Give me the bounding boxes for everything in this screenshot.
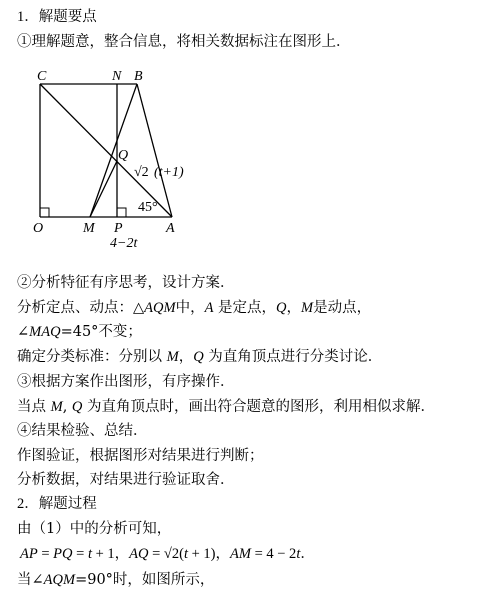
- from-analysis-text: 由（1）中的分析可知，: [17, 521, 172, 537]
- label-op-length: 4−2t: [110, 236, 138, 251]
- geometry-figure: [30, 62, 200, 252]
- point-m: M: [166, 349, 179, 365]
- label-b: B: [134, 69, 143, 84]
- label-m: M: [83, 221, 95, 236]
- text-fragment: + 1，: [91, 546, 130, 562]
- right-angle-mark-p: [117, 208, 126, 217]
- length-formula: [20, 544, 315, 564]
- point-q: Q: [193, 349, 204, 365]
- text-fragment: ，: [286, 300, 302, 316]
- segment-ap: AP: [20, 546, 38, 562]
- step-2-text: ②分析特征有序思考，设计方案．: [17, 275, 235, 291]
- classification-line: [17, 347, 382, 367]
- label-a: A: [166, 221, 175, 236]
- point-q: Q: [276, 300, 287, 316]
- text-fragment: ,: [62, 399, 72, 415]
- verify-text: 作图验证，根据图形对结果进行判断；: [17, 448, 264, 464]
- label-p: P: [114, 221, 123, 236]
- text-fragment: 当∠: [17, 572, 44, 588]
- step-3-text: ③根据方案作出图形，有序操作．: [17, 374, 235, 390]
- text-fragment: =45°不变；: [60, 324, 142, 340]
- equals-sign: = 4 − 2: [250, 546, 297, 562]
- equals-sign: =: [72, 546, 88, 562]
- text-fragment: 当点: [17, 399, 51, 415]
- data-check-text: 分析数据，对结果进行验证取舍．: [17, 472, 235, 488]
- text-fragment: + 1)，: [188, 546, 231, 562]
- angle-symbol: ∠: [17, 324, 30, 340]
- triangle-name: AQM: [144, 300, 176, 316]
- point-a: A: [204, 300, 214, 316]
- segment-mb: [90, 84, 137, 217]
- section-2-number: 2．: [17, 496, 39, 512]
- variable-t: t: [296, 546, 301, 562]
- section-1-title: 解题要点: [38, 9, 97, 25]
- equals-sqrt: = √2(: [148, 546, 184, 562]
- right-angle-case-line: [17, 570, 214, 590]
- label-aq-length: (t+1): [154, 165, 184, 180]
- text-fragment: 确定分类标准：分别以: [17, 349, 167, 365]
- point-q: Q: [71, 399, 83, 415]
- label-n: N: [112, 69, 122, 84]
- step-4-text: ④结果检验、总结．: [17, 423, 148, 439]
- segment-ca: [40, 84, 172, 217]
- section-2-title: 解题过程: [38, 496, 97, 512]
- right-angle-mark-o: [40, 208, 49, 217]
- text-fragment: 分析定点、动点：△: [17, 300, 145, 316]
- section-1-heading: [17, 7, 97, 27]
- variable-t: t: [87, 546, 92, 562]
- text-fragment: 是动点，: [313, 300, 372, 316]
- angle-name: AQM: [43, 572, 76, 588]
- label-o: O: [33, 221, 44, 236]
- point-m: M: [50, 399, 63, 415]
- text-fragment: 中，: [175, 300, 205, 316]
- segment-mq: [90, 161, 117, 217]
- segment-am: AM: [230, 546, 251, 562]
- section-1-number: 1．: [17, 9, 39, 25]
- angle-constant-line: [17, 322, 142, 342]
- label-c: C: [37, 69, 47, 84]
- angle-name: MAQ: [29, 324, 61, 340]
- segment-ba: [137, 84, 172, 217]
- right-vertex-line: [17, 397, 435, 417]
- segment-aq: AQ: [129, 546, 149, 562]
- label-aq-sqrt: √2: [134, 165, 149, 180]
- text-fragment: ，: [178, 349, 194, 365]
- equals-sign: =: [37, 546, 54, 562]
- text-fragment: 为直角顶点进行分类讨论．: [203, 349, 383, 365]
- label-angle-45: 45°: [138, 200, 158, 215]
- variable-t: t: [183, 546, 188, 562]
- text-fragment: =90°时，如图所示，: [75, 572, 215, 588]
- text-fragment: 为直角顶点时，画出符合题意的图形，利用相似求解．: [82, 399, 436, 415]
- fixed-moving-points-line: [17, 298, 371, 318]
- step-1-text: ①理解题意，整合信息，将相关数据标注在图形上．: [17, 34, 351, 50]
- segment-pq: PQ: [53, 546, 73, 562]
- label-q: Q: [118, 148, 129, 163]
- period: ．: [300, 546, 315, 562]
- section-2-heading: [17, 494, 97, 514]
- text-fragment: 是定点，: [213, 300, 277, 316]
- point-m: M: [301, 300, 314, 316]
